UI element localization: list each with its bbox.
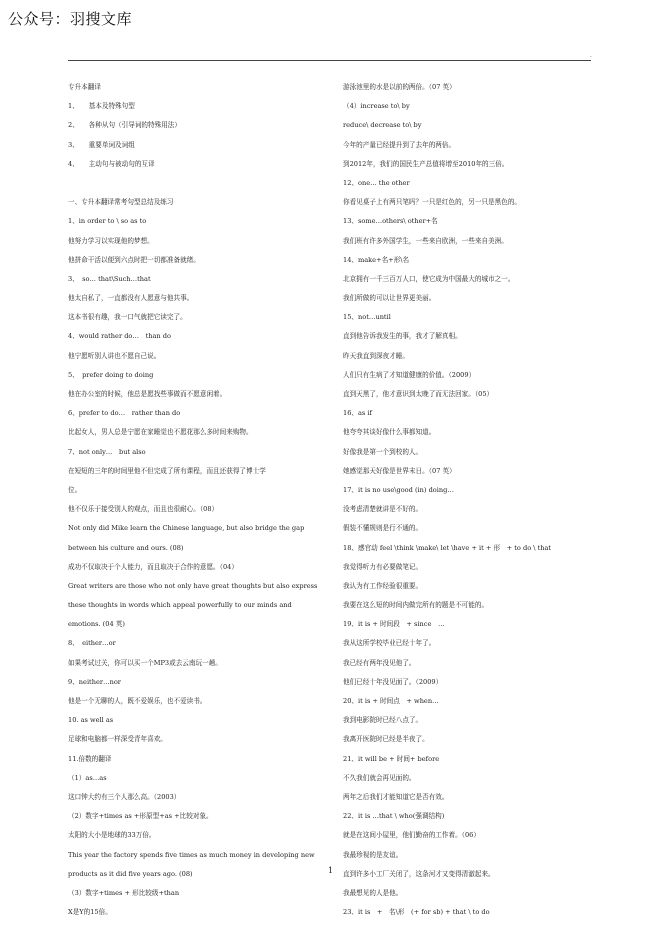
text-line: 我们班有许多外国学生，一些来自欧洲，一些来自美洲。 xyxy=(343,236,508,245)
text-line: 他努力学习以实现他的梦想。 xyxy=(68,236,154,245)
text-line: 他夸夸其谈好像什么事都知道。 xyxy=(343,428,436,437)
left-column xyxy=(68,78,330,922)
text-line: 5、 prefer doing to doing xyxy=(68,370,154,379)
text-line: 北京拥有一千三百万人口，使它成为中国最大的城市之一。 xyxy=(343,274,515,283)
text-line: X是Y的15倍。 xyxy=(68,908,112,917)
text-line: 22、it is …that \ who(强调结构) xyxy=(343,812,445,821)
text-line: 21、it will be + 时间+ before xyxy=(343,754,440,763)
text-line: 我觉得听力有必要做笔记。 xyxy=(343,562,423,571)
text-line: products as it did five years ago. (08) xyxy=(68,869,193,878)
text-line: 我离开医院时已经是半夜了。 xyxy=(343,735,429,744)
text-line: 直到天黑了，他才意识到太晚了而无法回家。（05） xyxy=(343,390,494,398)
text-line: 我已经有两年没见他了。 xyxy=(343,658,416,667)
watermark-text: 公众号：羽搜文库 xyxy=(8,10,133,28)
text-line: 我认为有工作经验很重要。 xyxy=(343,581,423,590)
text-line: 9、neither…nor xyxy=(68,677,121,686)
text-line: 3、 so… that\Such…that xyxy=(68,274,151,283)
text-line: 一、专升本翻译常考句型总结及练习 xyxy=(68,198,174,207)
text-line: 假装不懂规则是行不通的。 xyxy=(343,524,423,533)
text-line: 2、 各种从句（引导词的特殊用法） xyxy=(68,121,181,130)
text-line: 这本书很有趣，我一口气就把它读完了。 xyxy=(68,313,187,322)
text-line: 12、one… the other xyxy=(343,178,410,187)
text-line: 她感觉那天好像是世界末日。（07 英） xyxy=(343,466,456,475)
text-line: （4）increase to\ by xyxy=(343,102,410,111)
text-line: these thoughts in words which appeal powerfully to our minds and xyxy=(68,601,292,610)
text-line: 他太自私了，一直都没有人愿意与他共事。 xyxy=(68,294,194,303)
text-line: 太阳的大小是地球的33万倍。 xyxy=(68,831,156,840)
text-line: 6、prefer to do… rather than do xyxy=(68,409,181,418)
text-line: 这口钟大约有三个人那么高。（2003） xyxy=(68,792,181,801)
text-line: 就是在这间小屋里，他们勤奋的工作着。（06） xyxy=(343,831,480,840)
text-line: 他们已经十年没见面了。（2009） xyxy=(343,677,443,686)
text-line: 1、 基本及特殊句型 xyxy=(68,102,135,111)
text-line: 两年之后我们才能知道它是否有效。 xyxy=(343,792,449,801)
text-line: 14、make+名+形\名 xyxy=(343,255,410,264)
text-line: 16、as if xyxy=(343,409,372,418)
text-line: 20、it is + 时间点 + when… xyxy=(343,697,439,705)
text-line: 昨天我直到深夜才睡。 xyxy=(343,351,409,360)
text-line: 游泳池里的水是以前的两倍。（07 英） xyxy=(343,83,456,91)
text-line: （2）数字+times as +形原型+as +比较对象。 xyxy=(68,812,213,821)
text-line: 直到许多小工厂关闭了，这条河才又变得清澈起来。 xyxy=(343,869,495,878)
text-line: 不久我们就会再见面的。 xyxy=(343,773,416,782)
text-line: 如果考试过关，你可以买一个MP3或去云南玩一趟。 xyxy=(68,658,222,667)
text-line: 15、not…until xyxy=(343,313,391,322)
text-line: 直到他告诉我发生的事，我才了解真相。 xyxy=(343,332,462,341)
text-line: 23、it is + 名\形 (+ for sb) + that \ to do xyxy=(343,908,490,917)
text-line: 4、 主动句与被动句的互译 xyxy=(68,159,155,168)
right-column xyxy=(343,78,595,922)
text-line: 4、would rather do… than do xyxy=(68,332,171,341)
text-line: 足球和电脑都一样深受青年喜欢。 xyxy=(68,735,167,744)
text-line xyxy=(68,174,330,193)
text-line: 人们只有生病了才知道健康的价值。（2009） xyxy=(343,370,476,379)
text-line: Not only did Mike learn the Chinese language, but also bridge the gap xyxy=(68,524,305,533)
text-line: 3、 重要单词及词组 xyxy=(68,140,135,149)
text-line: between his culture and ours. (08) xyxy=(68,543,184,552)
header-rule xyxy=(68,60,591,61)
text-line: 他拼命干活以便到六点时把一切都准备就绪。 xyxy=(68,255,200,264)
text-line: 到2012年，我们的国民生产总值将增至2010年的三倍。 xyxy=(343,159,509,168)
text-line: 今年的产量已经提升到了去年的两倍。 xyxy=(343,140,456,149)
text-line: 你看见桌子上有两只笔吗？一只是红色的，另一只是黑色的。 xyxy=(343,198,522,207)
text-line: 专升本翻译 xyxy=(68,83,101,91)
text-line: 他是一个无聊的人，既不爱娱乐，也不爱读书。 xyxy=(68,697,207,705)
text-line: reduce\ decrease to\ by xyxy=(343,121,422,130)
text-line: 7、not only… but also xyxy=(68,447,146,456)
text-line: This year the factory spends five times as much money in developing new xyxy=(68,850,315,859)
text-line: 13、some…others\ other+名 xyxy=(343,217,438,226)
text-line: 8、 either…or xyxy=(68,639,116,648)
text-line: 位。 xyxy=(68,485,82,494)
text-line: 17、it is no use\good (in) doing… xyxy=(343,485,454,494)
text-line: emotions. (04 英) xyxy=(68,620,125,629)
text-line: 我要在这么短的时间内做完所有的题是不可能的。 xyxy=(343,601,489,610)
text-line: 成功不仅取决于个人能力，而且取决于合作的意愿。（04） xyxy=(68,562,238,571)
text-line: 1、in order to \ so as to xyxy=(68,217,147,226)
text-line: 比起女人，男人总是宁愿在家睡觉也不愿花那么多时间来购物。 xyxy=(68,428,253,437)
text-line: 19、it is + 时间段 + since … xyxy=(343,620,445,629)
text-line: 在短短的三年的时间里他不但完成了所有课程，而且还获得了博士学 xyxy=(68,466,266,475)
text-line: 我从这所学校毕业已经十年了。 xyxy=(343,639,436,648)
text-line: （1）as…as xyxy=(68,773,107,782)
text-line: 我最想见的人是他。 xyxy=(343,888,403,897)
text-line: 11.倍数的翻译 xyxy=(68,754,112,763)
text-line: 他在办公室的时候，他总是愿找些事做而不愿意闲着。 xyxy=(68,390,227,398)
text-line: 10. as well as xyxy=(68,716,114,725)
text-line: 没考虑清楚就讲是不好的。 xyxy=(343,505,423,514)
text-line: （3）数字+times + 形比较级+than xyxy=(68,888,180,897)
text-line: 我最珍视的是友谊。 xyxy=(343,850,403,859)
text-line: 我到电影院时已经八点了。 xyxy=(343,716,423,725)
text-line: Great writers are those who not only have great thoughts but also express xyxy=(68,581,318,590)
text-line: 他不仅乐于接受别人的观点，而且也很耐心。（08） xyxy=(68,505,219,514)
page-number: 1 xyxy=(327,866,334,875)
text-line: 好像我是第一个到校的人。 xyxy=(343,447,423,456)
text-line: 我们所做的可以让世界更美丽。 xyxy=(343,294,436,303)
text-line: 18、感官动 feel \think \make\ let \have + it + 形 + to do \ that xyxy=(343,543,552,552)
header-dot: . xyxy=(590,52,592,59)
text-line: 他宁愿听别人讲也不愿自己说。 xyxy=(68,351,161,360)
